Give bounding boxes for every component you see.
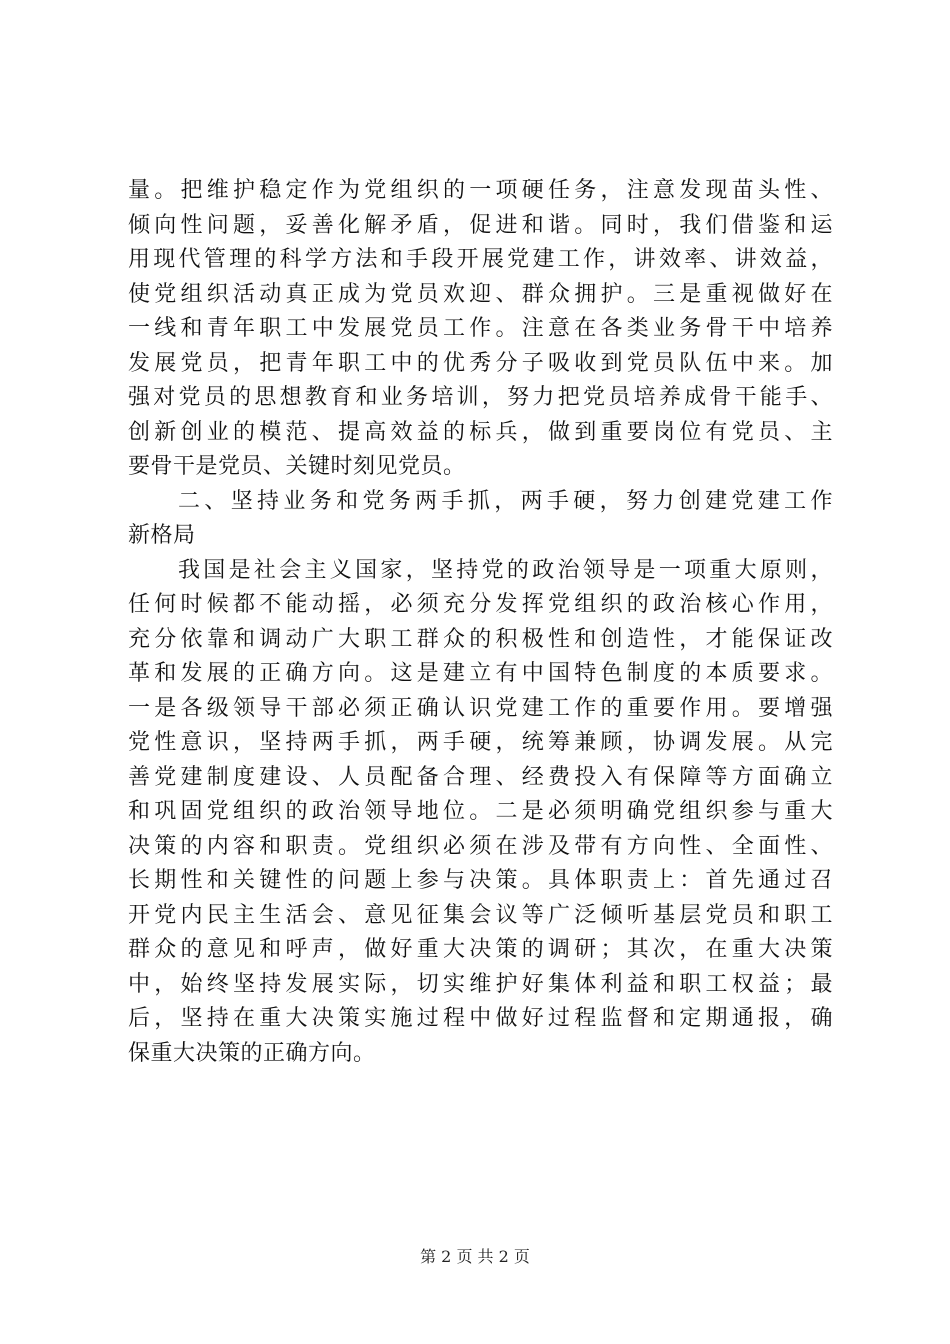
page-footer bbox=[0, 1244, 950, 1267]
text-line: 后，坚持在重大决策实施过程中做好过程监督和定期通报，确 bbox=[128, 1006, 833, 1031]
text-line: 倾向性问题，妥善化解矛盾，促进和谐。同时，我们借鉴和运 bbox=[128, 212, 833, 238]
text-line: 党性意识，坚持两手抓，两手硬，统筹兼顾，协调发展。从完 bbox=[128, 730, 833, 755]
text-line: 一是各级领导干部必须正确认识党建工作的重要作用。要增强 bbox=[128, 695, 833, 721]
text-line: 决策的内容和职责。党组织必须在涉及带有方向性、全面性、 bbox=[128, 833, 833, 859]
text-line: 开党内民主生活会、意见征集会议等广泛倾听基层党员和职工 bbox=[128, 902, 833, 928]
text-line: 革和发展的正确方向。这是建立有中国特色制度的本质要求。 bbox=[128, 661, 833, 686]
text-line: 善党建制度建设、人员配备合理、经费投入有保障等方面确立 bbox=[128, 764, 833, 790]
text-line: 群众的意见和呼声，做好重大决策的调研；其次，在重大决策 bbox=[128, 937, 833, 962]
text-line: 任何时候都不能动摇，必须充分发挥党组织的政治核心作用， bbox=[128, 592, 833, 617]
text-line: 长期性和关键性的问题上参与决策。具体职责上：首先通过召 bbox=[128, 868, 833, 893]
text-line: 保重大决策的正确方向。 bbox=[128, 1040, 376, 1066]
document-body bbox=[128, 174, 833, 1071]
page-number: 第 2 页 共 2 页 bbox=[420, 1247, 530, 1266]
section-heading-continued: 新格局 bbox=[128, 523, 196, 548]
section-heading: 二、坚持业务和党务两手抓，两手硬，努力创建党建工作 bbox=[178, 488, 833, 514]
text-line: 发展党员，把青年职工中的优秀分子吸收到党员队伍中来。加 bbox=[128, 350, 833, 376]
text-line: 使党组织活动真正成为党员欢迎、群众拥护。三是重视做好在 bbox=[128, 281, 833, 307]
text-line: 一线和青年职工中发展党员工作。注意在各类业务骨干中培养 bbox=[128, 316, 833, 341]
text-line: 和巩固党组织的政治领导地位。二是必须明确党组织参与重大 bbox=[128, 799, 833, 824]
text-line: 我国是社会主义国家，坚持党的政治领导是一项重大原则， bbox=[178, 557, 833, 583]
text-line: 要骨干是党员、关键时刻见党员。 bbox=[128, 454, 466, 479]
text-line: 用现代管理的科学方法和手段开展党建工作，讲效率、讲效益， bbox=[128, 247, 833, 272]
text-line: 强对党员的思想教育和业务培训，努力把党员培养成骨干能手、 bbox=[128, 385, 833, 410]
text-line: 创新创业的模范、提高效益的标兵，做到重要岗位有党员、主 bbox=[128, 419, 833, 445]
text-line: 充分依靠和调动广大职工群众的积极性和创造性，才能保证改 bbox=[128, 626, 833, 652]
text-line: 中，始终坚持发展实际，切实维护好集体利益和职工权益；最 bbox=[128, 971, 833, 997]
text-line: 量。把维护稳定作为党组织的一项硬任务，注意发现苗头性、 bbox=[128, 178, 833, 203]
